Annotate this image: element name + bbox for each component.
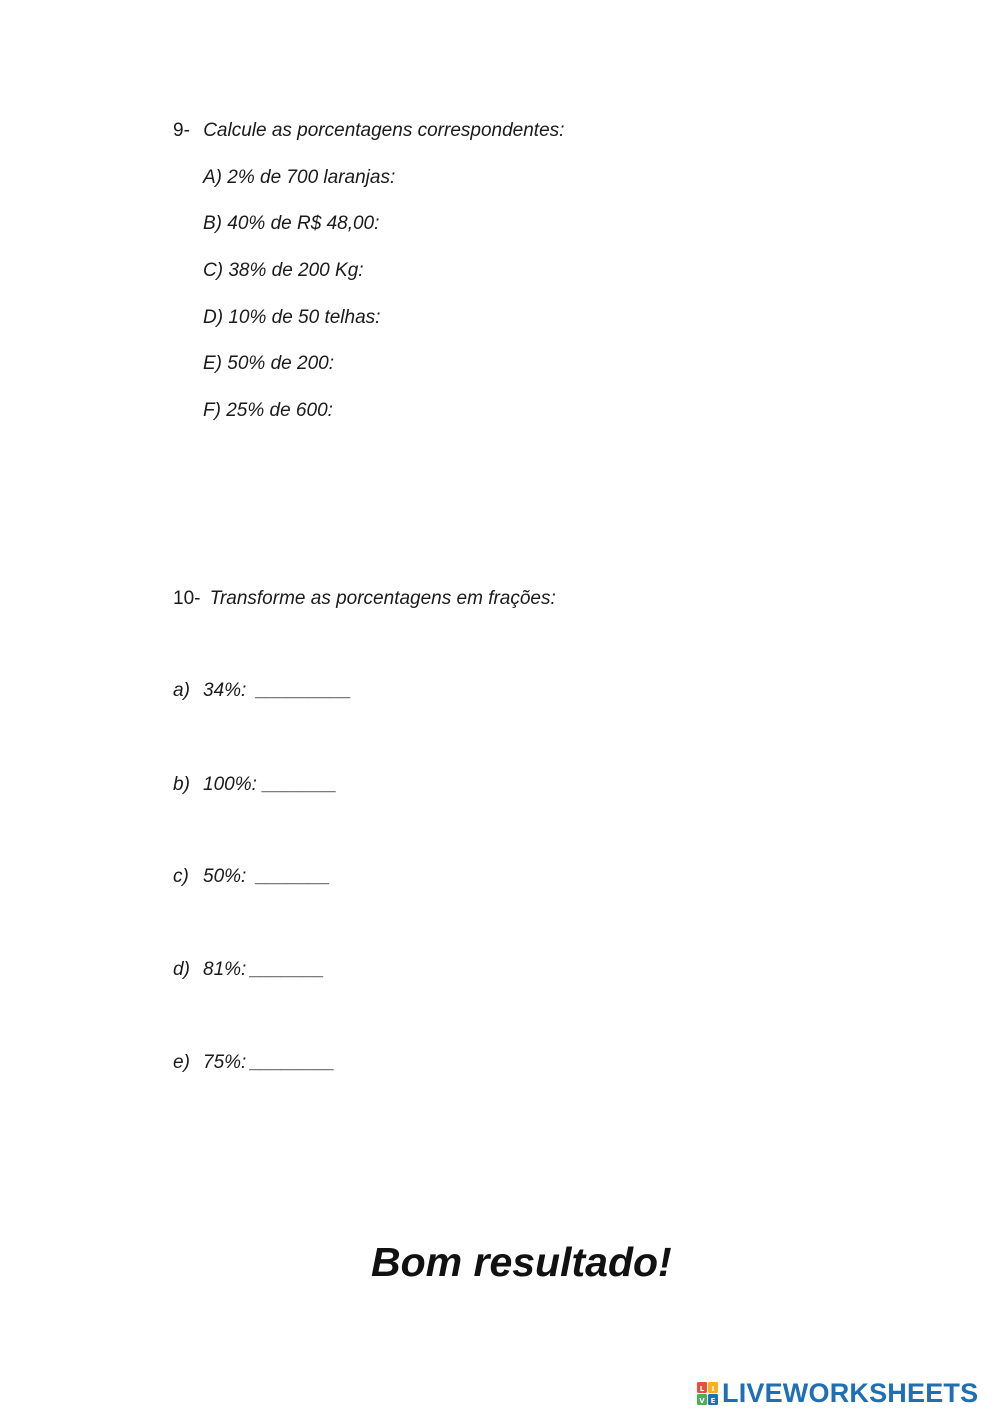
liveworksheets-logo-text: LIVEWORKSHEETS <box>722 1378 979 1408</box>
liveworksheets-logo-icon <box>697 1382 719 1404</box>
answer-blank-e[interactable]: ________ <box>250 1052 335 1073</box>
answer-blank-d[interactable]: _______ <box>250 959 325 980</box>
answer-blank-c[interactable]: _______ <box>256 866 331 887</box>
item-percent: 81%: <box>203 959 247 980</box>
question-10-item-b <box>173 774 337 796</box>
question-10-item-e <box>173 1052 335 1074</box>
question-9-item-d: D) 10% de 50 telhas: <box>203 307 381 328</box>
item-percent: 100%: <box>203 774 257 795</box>
closing-message: Bom resultado! <box>371 1239 672 1285</box>
liveworksheets-logo <box>697 1378 978 1408</box>
item-percent: 75%: <box>203 1052 247 1073</box>
svg-text:I: I <box>711 1385 715 1393</box>
question-9-item-e: E) 50% de 200: <box>203 353 334 374</box>
svg-text:V: V <box>699 1397 705 1405</box>
question-10-number: 10- <box>173 588 201 609</box>
item-letter: c) <box>173 866 189 887</box>
question-9-prompt: Calcule as porcentagens correspondentes: <box>203 120 565 141</box>
question-9-number: 9- <box>173 120 190 141</box>
svg-text:L: L <box>699 1385 705 1393</box>
question-10-item-a <box>173 680 351 702</box>
item-letter: d) <box>173 959 190 980</box>
answer-blank-b[interactable]: _______ <box>262 774 337 795</box>
item-percent: 50%: <box>203 866 247 887</box>
question-10-item-d <box>173 959 324 981</box>
question-10-prompt: Transforme as porcentagens em frações: <box>209 588 556 609</box>
question-9-item-f: F) 25% de 600: <box>203 400 333 421</box>
question-10-item-c <box>173 866 330 888</box>
item-letter: b) <box>173 774 190 795</box>
question-9-item-a: A) 2% de 700 laranjas: <box>203 167 396 188</box>
question-9-item-b: B) 40% de R$ 48,00: <box>203 213 380 234</box>
answer-blank-a[interactable]: _________ <box>256 680 352 701</box>
question-10-header <box>173 588 556 610</box>
svg-text:E: E <box>710 1397 716 1405</box>
item-letter: a) <box>173 680 190 701</box>
item-letter: e) <box>173 1052 190 1073</box>
item-percent: 34%: <box>203 680 247 701</box>
question-9-header <box>173 120 564 142</box>
question-9-item-c: C) 38% de 200 Kg: <box>203 260 364 281</box>
